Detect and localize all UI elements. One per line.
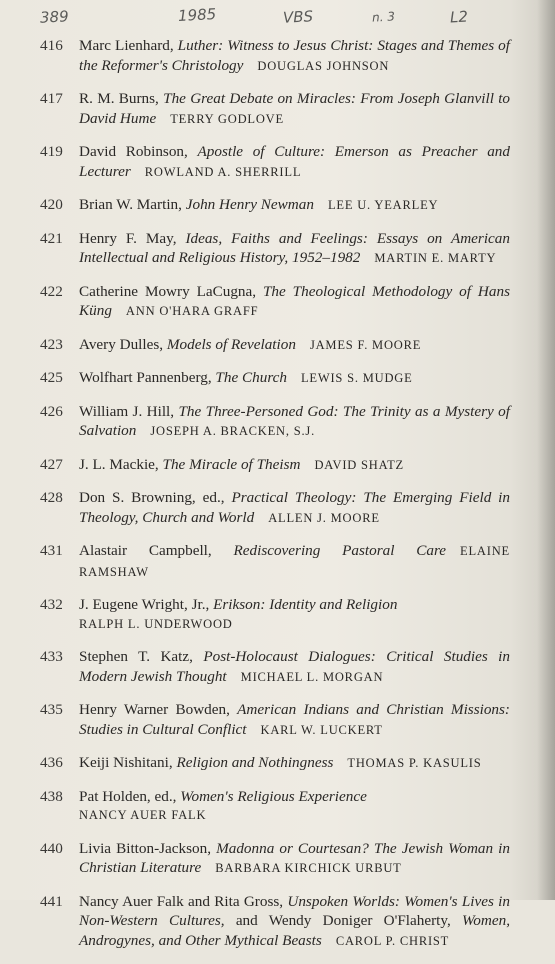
entry-text	[79, 402, 510, 442]
book-author: Don S. Browning, ed.,	[79, 489, 232, 506]
reviewer-name: DAVID SHATZ	[314, 457, 404, 472]
handwritten-note: VBS	[282, 7, 314, 27]
book-title: Women, Androgynes, and Other Mythical Beasts	[79, 912, 510, 949]
book-title: Erikson: Identity and Religion	[213, 596, 398, 613]
book-title: The Church	[215, 369, 287, 386]
page-number: 432	[40, 596, 63, 613]
page-number: 425	[40, 369, 63, 386]
book-author: R. M. Burns,	[79, 90, 164, 107]
page-number: 441	[40, 892, 63, 910]
review-list	[40, 36, 510, 964]
review-entry	[40, 753, 510, 774]
page-number: 426	[40, 402, 63, 420]
review-entry	[40, 335, 510, 356]
entry-text	[79, 647, 510, 687]
reviewer-name: KARL W. LUCKERT	[260, 722, 383, 737]
entry-text	[79, 368, 510, 389]
reviewer-name: TERRY GODLOVE	[170, 111, 284, 126]
book-author: Nancy Auer Falk and Rita Gross,	[79, 892, 288, 910]
handwritten-note: 389	[39, 7, 70, 27]
entry-text	[79, 229, 510, 269]
review-entry	[40, 282, 510, 322]
page-number: 421	[40, 229, 63, 247]
reviewer-name: LEWIS S. MUDGE	[301, 371, 413, 385]
book-title: Practical Theology: The Emerging Field in Theology, Church and World	[79, 489, 510, 526]
page-number: 436	[40, 754, 63, 771]
entry-text	[79, 89, 510, 129]
book-title: American Indians and Christian Missions: Studies in Cultural Conflict	[79, 701, 510, 738]
page-number: 422	[40, 282, 63, 300]
page-number: 440	[40, 839, 63, 857]
page-edge-shadow	[537, 0, 555, 900]
book-title: The Theological Methodology of Hans Küng	[79, 282, 510, 319]
entry-text	[79, 335, 510, 356]
review-entry	[40, 647, 510, 687]
book-author: Henry F. May,	[79, 229, 186, 247]
review-entry	[40, 89, 510, 129]
review-entry	[40, 402, 510, 442]
handwritten-note: 1985	[177, 5, 217, 25]
book-author: Pat Holden, ed.,	[79, 787, 181, 805]
review-entry	[40, 787, 510, 826]
reviewer-name: ROWLAND A. SHERRILL	[144, 164, 302, 179]
reviewer-name: LEE U. YEARLEY	[327, 198, 439, 212]
reviewer-name: THOMAS P. KASULIS	[347, 756, 482, 770]
book-title: Madonna or Courtesan? The Jewish Woman in Christian Literature	[79, 839, 510, 876]
entry-text	[79, 195, 510, 216]
review-entry	[40, 455, 510, 476]
second-author: and Wendy Doniger O'Flaherty,	[224, 912, 463, 929]
reviewer-name: MICHAEL L. MORGAN	[240, 669, 384, 684]
book-title: Women's Religious Experience	[180, 787, 367, 805]
reviewer-name: JOSEPH A. BRACKEN, S.J.	[150, 424, 315, 438]
book-title: Post-Holocaust Dialogues: Critical Studies in Modern Jewish Thought	[79, 648, 510, 685]
review-entry	[40, 229, 510, 269]
review-entry	[40, 700, 510, 740]
entry-text	[79, 282, 510, 322]
handwritten-annotations	[0, 4, 555, 32]
book-title: Unspoken Worlds: Women's Lives in Non-Western Cultures,	[79, 892, 510, 929]
book-author: Stephen T. Katz,	[79, 648, 204, 665]
entry-text	[79, 787, 510, 826]
reviewer-name: BARBARA KIRCHICK URBUT	[215, 861, 402, 875]
reviewer-name: CAROL P. CHRIST	[335, 933, 450, 948]
review-entry	[40, 892, 510, 952]
book-author: Marc Lienhard,	[79, 37, 178, 54]
entry-text	[79, 455, 510, 476]
book-title: Models of Revelation	[166, 335, 296, 353]
page-number: 419	[40, 143, 63, 160]
book-author: Livia Bitton-Jackson,	[79, 839, 217, 857]
entry-text	[79, 700, 510, 740]
reviewer-name: DOUGLAS JOHNSON	[257, 58, 390, 73]
review-entry	[40, 36, 510, 76]
book-title: Rediscovering Pastoral Care	[233, 542, 447, 559]
reviewer-name: RALPH L. UNDERWOOD	[79, 616, 233, 631]
review-entry	[40, 368, 510, 389]
page-number: 427	[40, 455, 63, 473]
page-number: 420	[40, 196, 63, 213]
book-title: The Miracle of Theism	[162, 455, 301, 473]
book-title: The Three-Personed God: The Trinity as a Mystery of Salvation	[79, 402, 510, 439]
entry-text	[79, 753, 510, 774]
entry-text	[79, 36, 510, 76]
reviewer-name: ANN O'HARA GRAFF	[125, 304, 259, 318]
page-number: 417	[40, 90, 63, 107]
entry-text	[79, 142, 510, 182]
review-entry	[40, 142, 510, 182]
book-author: Alastair Campbell,	[79, 542, 234, 559]
handwritten-note: n. 3	[371, 9, 396, 25]
book-title: Religion and Nothingness	[176, 754, 334, 771]
reviewer-name: JAMES F. MOORE	[309, 337, 422, 352]
review-entry	[40, 488, 510, 528]
page-number: 435	[40, 701, 63, 718]
book-title: Apostle of Culture: Emerson as Preacher and Lecturer	[79, 143, 510, 180]
book-title: Luther: Witness to Jesus Christ: Stages and Themes of the Reformer's Christology	[79, 37, 510, 74]
book-title: John Henry Newman	[185, 196, 314, 213]
page-number: 433	[40, 648, 63, 665]
entry-text	[79, 541, 510, 582]
book-author: Catherine Mowry LaCugna,	[79, 282, 263, 300]
book-author: David Robinson,	[79, 143, 198, 160]
reviewer-name: NANCY AUER FALK	[79, 808, 207, 822]
handwritten-note: L2	[449, 7, 469, 27]
book-title: The Great Debate on Miracles: From Joseph Glanvill to David Hume	[79, 90, 511, 127]
page-number: 431	[40, 542, 63, 559]
entry-text	[79, 595, 510, 634]
entry-text	[79, 488, 510, 528]
book-title: Ideas, Faiths and Feelings: Essays on American Intellectual and Religious History, 1952–1982	[79, 229, 510, 266]
book-author: Avery Dulles,	[79, 335, 167, 353]
review-entry	[40, 195, 510, 216]
page-number: 428	[40, 489, 63, 506]
book-author: William J. Hill,	[79, 402, 179, 420]
book-author: Wolfhart Pannenberg,	[79, 369, 216, 386]
review-entry	[40, 839, 510, 879]
page-number: 438	[40, 787, 63, 805]
entry-text	[79, 839, 510, 879]
review-entry	[40, 595, 510, 634]
book-author: J. Eugene Wright, Jr.,	[79, 596, 214, 613]
book-author: Keiji Nishitani,	[79, 754, 177, 771]
reviewer-name: ALLEN J. MOORE	[268, 510, 380, 525]
page-number: 416	[40, 37, 63, 54]
book-author: Henry Warner Bowden,	[79, 701, 238, 718]
review-entry	[40, 541, 510, 582]
book-author: J. L. Mackie,	[79, 455, 163, 473]
reviewer-name: MARTIN E. MARTY	[374, 251, 497, 265]
page-number: 423	[40, 335, 63, 353]
book-author: Brian W. Martin,	[79, 196, 186, 213]
entry-text	[79, 892, 510, 952]
reviewer-name: ELAINE RAMSHAW	[79, 544, 510, 579]
